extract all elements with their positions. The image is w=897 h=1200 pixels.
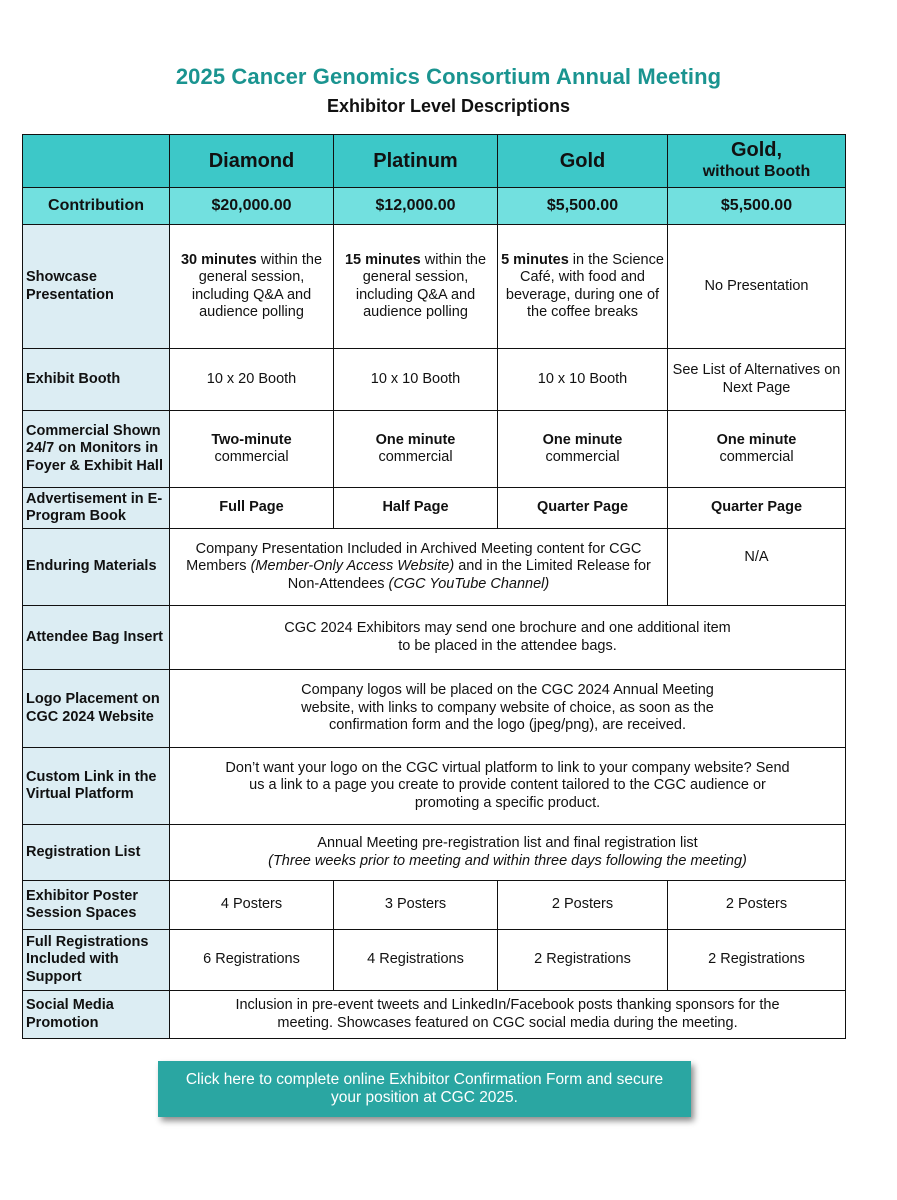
commercial-gold-no-booth — [668, 411, 846, 488]
row-label-custom-link: Custom Link in the Virtual Platform — [23, 748, 170, 825]
registration-list-row — [23, 825, 846, 881]
showcase-gold-detail: in the Science Café, with food and beverage, during one of the coffee breaks — [505, 251, 664, 320]
row-label-enduring: Enduring Materials — [23, 529, 170, 606]
row-label-commercial: Commercial Shown 24/7 on Monitors in Foyer & Exhibit Hall — [23, 411, 170, 488]
enduring-description — [170, 529, 668, 606]
row-label-showcase: Showcase Presentation — [23, 225, 170, 349]
logo-row — [23, 670, 846, 748]
commercial-platinum-length: One minute — [375, 431, 456, 448]
commercial-gold — [498, 411, 668, 488]
showcase-diamond-detail: within the general session, including Q&A and audience polling — [191, 251, 323, 320]
booth-platinum: 10 x 10 Booth — [334, 349, 498, 411]
showcase-diamond — [170, 225, 334, 349]
row-label-logo: Logo Placement on CGC 2024 Website — [23, 670, 170, 748]
commercial-gold-no-booth-length: One minute — [716, 431, 797, 448]
cta-label: Click here to complete online Exhibitor Confirmation Form and secure your position at CGC 2025. — [185, 1071, 664, 1106]
commercial-diamond-type: commercial — [214, 449, 289, 465]
contribution-gold: $5,500.00 — [498, 188, 668, 225]
commercial-gold-length: One minute — [542, 431, 623, 448]
exhibitor-levels-table — [22, 134, 846, 1039]
level-diamond-header: Diamond — [170, 135, 334, 188]
row-label-advertisement: Advertisement in E-Program Book — [23, 488, 170, 529]
table-header-row — [23, 135, 846, 188]
showcase-platinum-detail: within the general session, including Q&A and audience polling — [355, 251, 487, 320]
enduring-text-italic-1: (Member-Only Access Website) — [250, 558, 455, 575]
advertisement-platinum: Half Page — [334, 488, 498, 529]
level-gold-no-booth-header — [668, 135, 846, 188]
registrations-platinum: 4 Registrations — [334, 930, 498, 991]
document-title: 2025 Cancer Genomics Consortium Annual Meeting — [175, 64, 722, 89]
document-subtitle: Exhibitor Level Descriptions — [326, 96, 571, 116]
level-gold-no-booth-line1: Gold, — [730, 139, 783, 161]
enduring-text-1: Company Presentation Included in Archived Meeting content for CGC Members — [186, 540, 642, 575]
contribution-gold-no-booth: $5,500.00 — [668, 188, 846, 225]
commercial-platinum — [334, 411, 498, 488]
bag-insert-row — [23, 606, 846, 670]
header-corner-cell — [23, 135, 170, 188]
row-label-contribution: Contribution — [23, 188, 170, 225]
enduring-text-italic-2: (CGC YouTube Channel) — [388, 575, 550, 592]
commercial-platinum-type: commercial — [378, 449, 453, 465]
advertisement-gold: Quarter Page — [498, 488, 668, 529]
exhibitor-confirmation-form-button[interactable] — [158, 1061, 691, 1117]
posters-gold-no-booth: 2 Posters — [668, 881, 846, 930]
showcase-platinum — [334, 225, 498, 349]
registrations-gold: 2 Registrations — [498, 930, 668, 991]
commercial-diamond-length: Two-minute — [211, 431, 292, 448]
enduring-row — [23, 529, 846, 606]
showcase-gold — [498, 225, 668, 349]
booth-diamond: 10 x 20 Booth — [170, 349, 334, 411]
showcase-platinum-duration: 15 minutes — [344, 251, 421, 268]
custom-link-row — [23, 748, 846, 825]
social-description: Inclusion in pre-event tweets and LinkedIn/Facebook posts thanking sponsors for the meeting. Showcases featured on CGC social media during the meeting. — [170, 991, 846, 1039]
registration-list-timing: (Three weeks prior to meeting and within three days following the meeting) — [268, 852, 747, 869]
advertisement-diamond: Full Page — [170, 488, 334, 529]
level-gold-no-booth-line2: without Booth — [702, 163, 811, 180]
registrations-row — [23, 930, 846, 991]
custom-link-description: Don’t want your logo on the CGC virtual platform to link to your company website? Send us a link to a page you create to provide content tailored to the CGC audience or promoting a specific product. — [170, 748, 846, 825]
commercial-diamond — [170, 411, 334, 488]
contribution-diamond: $20,000.00 — [170, 188, 334, 225]
advertisement-gold-no-booth: Quarter Page — [668, 488, 846, 529]
registrations-gold-no-booth: 2 Registrations — [668, 930, 846, 991]
posters-row — [23, 881, 846, 930]
booth-gold: 10 x 10 Booth — [498, 349, 668, 411]
advertisement-row — [23, 488, 846, 529]
registrations-diamond: 6 Registrations — [170, 930, 334, 991]
booth-gold-no-booth: See List of Alternatives on Next Page — [668, 349, 846, 411]
booth-row — [23, 349, 846, 411]
commercial-gold-no-booth-type: commercial — [719, 449, 794, 465]
contribution-row — [23, 188, 846, 225]
enduring-text-2: and in the Limited Release for Non-Attendees — [287, 558, 651, 592]
logo-description: Company logos will be placed on the CGC 2024 Annual Meeting website, with links to company website of choice, as soon as the confirmation form and the logo (jpeg/png), are received. — [170, 670, 846, 748]
row-label-registration-list: Registration List — [23, 825, 170, 881]
row-label-posters: Exhibitor Poster Session Spaces — [23, 881, 170, 930]
registration-list-description — [170, 825, 846, 881]
enduring-gold-no-booth: N/A — [668, 529, 846, 606]
level-platinum-header: Platinum — [334, 135, 498, 188]
showcase-gold-no-booth: No Presentation — [668, 225, 846, 349]
social-row — [23, 991, 846, 1039]
showcase-diamond-duration: 30 minutes — [180, 251, 257, 268]
row-label-booth: Exhibit Booth — [23, 349, 170, 411]
posters-diamond: 4 Posters — [170, 881, 334, 930]
commercial-row — [23, 411, 846, 488]
level-gold-header: Gold — [498, 135, 668, 188]
bag-insert-description: CGC 2024 Exhibitors may send one brochure and one additional item to be placed in the attendee bags. — [170, 606, 846, 670]
row-label-registrations: Full Registrations Included with Support — [23, 930, 170, 991]
showcase-row — [23, 225, 846, 349]
row-label-social: Social Media Promotion — [23, 991, 170, 1039]
registration-list-text: Annual Meeting pre-registration list and final registration list — [317, 835, 698, 851]
posters-platinum: 3 Posters — [334, 881, 498, 930]
showcase-gold-duration: 5 minutes — [501, 251, 569, 268]
posters-gold: 2 Posters — [498, 881, 668, 930]
row-label-bag-insert: Attendee Bag Insert — [23, 606, 170, 670]
contribution-platinum: $12,000.00 — [334, 188, 498, 225]
commercial-gold-type: commercial — [545, 449, 620, 465]
